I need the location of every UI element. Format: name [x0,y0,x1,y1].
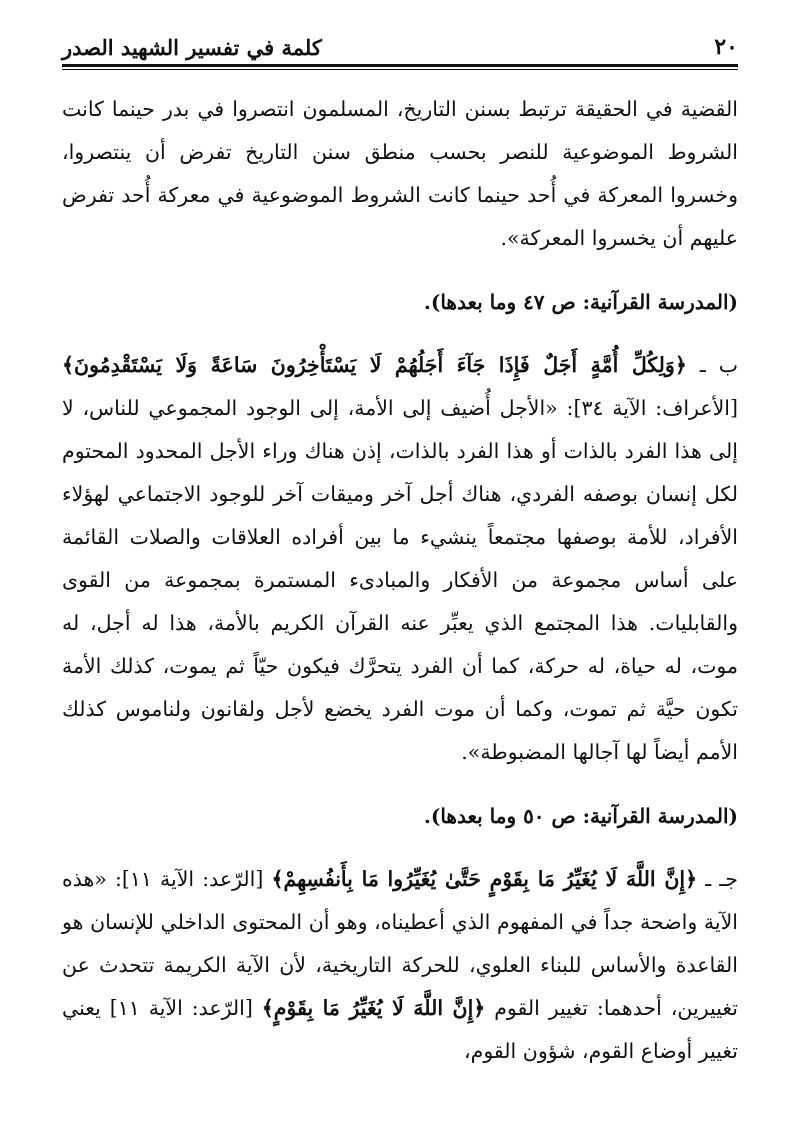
quran-verse-1: ﴿وَلِكُلِّ أُمَّةٍ أَجَلٌ فَإِذَا جَآءَ أَجَلُهُمْ لَا يَسْتَأْخِرُونَ سَاعَةً وَلَا يَسْتَقْدِمُونَ﴾ [62,353,687,377]
header-rule [62,64,738,70]
running-title: كلمة في تفسير الشهيد الصدر [62,35,322,60]
paragraph-3-tail: [الرّعد: الآية ١١] يعني تغيير أوضاع القوم، شؤون القوم، [62,996,738,1063]
quran-verse-2: ﴿إِنَّ اللَّهَ لَا يُغَيِّرُ مَا بِقَوْمٍ حَتَّىٰ يُغَيِّرُوا مَا بِأَنفُسِهِمْ﴾ [271,867,698,891]
reference-1: (المدرسة القرآنية: ص ٤٧ وما بعدها). [423,290,738,314]
paragraph-2 [62,344,738,774]
paragraph-3 [62,858,738,1073]
paragraph-2-body: [الأعراف: الآية ٣٤]: «الأجل أُضيف إلى الأمة، إلى الوجود المجموعي للناس، لا إلى هذا الفرد بالذات أو هذا الفرد بالذات، إذن هناك وراء الأجل المحدود المحتوم لكل إنسان بوصفه الفردي، هناك أجل آخر وميقات آخر للوجود الاجتماعي لهؤلاء الأفراد، للأمة بوصفها مجتمعاً ينشيء ما بين أفراده العلاقات والصلات القائمة على أساس مجموعة من الأفكار والمبادىء المستمرة بمجموعة من القوى والقابليات. هذا المجتمع الذي يعبِّر عنه القرآن الكريم بالأمة، هذا له أجل، له موت، له حياة، له حركة، كما أن الفرد يتحرَّك فيكون حيّاً ثم يموت، كذلك الأمة تكون حيَّة ثم تموت، وكما أن موت الفرد يخضع لأجل ولقانون ولناموس كذلك الأمم أيضاً لها آجالها المضبوطة». [62,396,738,764]
item-marker-b: ب ـ [686,353,738,377]
reference-2: (المدرسة القرآنية: ص ٥٠ وما بعدها). [423,804,738,828]
quran-verse-3: ﴿إِنَّ اللَّهَ لَا يُغَيِّرُ مَا بِقَوْمٍ﴾ [261,996,486,1020]
document-page [62,28,738,1073]
item-marker-j: جـ ـ [697,867,738,891]
page-number: ٢٠ [714,34,738,60]
paragraph-3-body: [الرّعد: الآية ١١]: «هذه الآية واضحة جداً في المفهوم الذي أعطيناه، وهو أن المحتوى الداخلي للإنسان هو القاعدة والأساس للبناء العلوي، للحركة التاريخية، لأن الآية الكريمة تتحدث عن تغييرين، أحدهما: تغيير القوم [62,867,738,1020]
page-header [62,28,738,60]
paragraph-1: القضية في الحقيقة ترتبط بسنن التاريخ، المسلمون انتصروا في بدر حينما كانت الشروط الموضوعية للنصر بحسب منطق سنن التاريخ تفرض أن ينتصروا، وخسروا المعركة في أُحد حينما كانت الشروط الموضوعية في معركة أُحد تفرض عليهم أن يخسروا المعركة». [62,97,738,250]
